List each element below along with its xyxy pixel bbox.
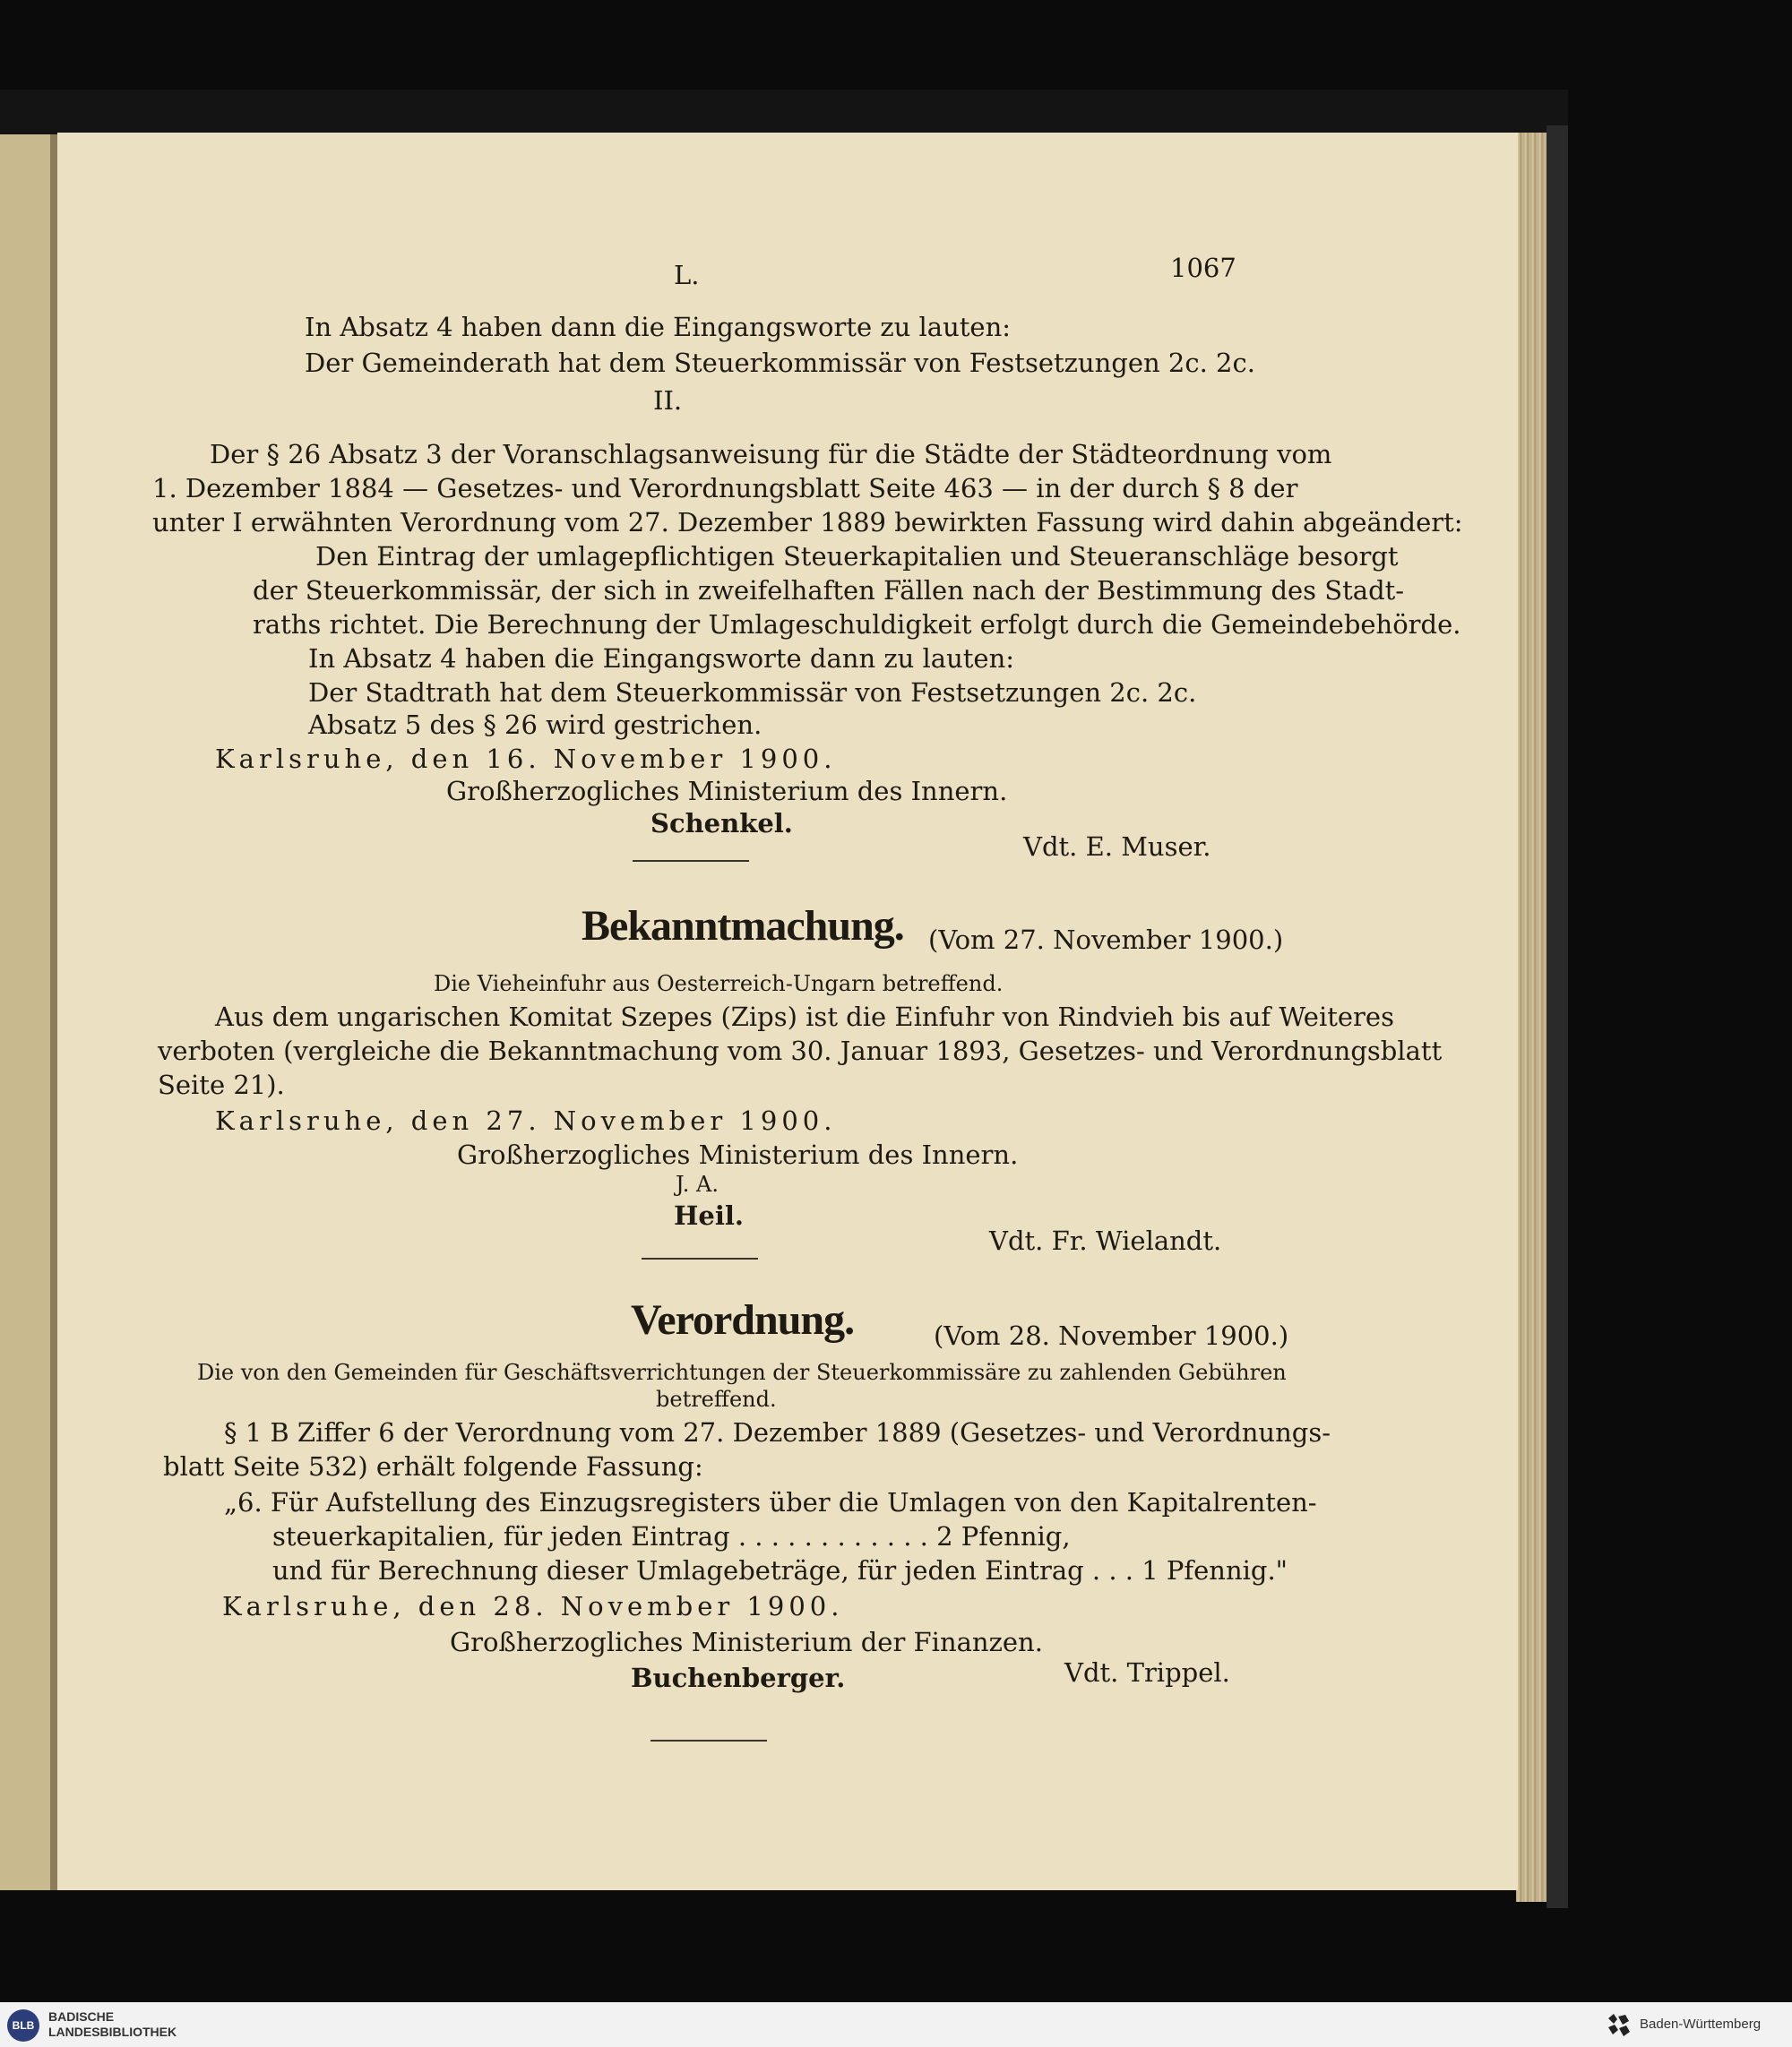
text-line: blatt Seite 532) erhält folgende Fassung:	[163, 1451, 703, 1482]
page-number: 1067	[1170, 253, 1236, 283]
page-stack-edges	[1516, 133, 1546, 1902]
text-line: Aus dem ungarischen Komitat Szepes (Zips) ist die Einfuhr von Rindvieh bis auf Weiteres	[215, 1002, 1394, 1032]
text-line: In Absatz 4 haben dann die Eingangsworte zu lauten:	[305, 312, 1012, 342]
scanned-page	[57, 133, 1518, 1890]
ia-note: J. A.	[676, 1172, 719, 1197]
signature: Schenkel.	[650, 808, 793, 839]
ministry: Großherzogliches Ministerium der Finanzen.	[450, 1627, 1043, 1657]
library-name-line: BADISCHE	[48, 2009, 115, 2024]
vidit: Vdt. E. Muser.	[1023, 831, 1211, 862]
text-line: Der Gemeinderath hat dem Steuerkommissär von Festsetzungen 2c. 2c.	[305, 348, 1255, 378]
text-line: § 1 B Ziffer 6 der Verordnung vom 27. Dezember 1889 (Gesetzes- und Verordnungs-	[224, 1417, 1331, 1448]
text-line: 1. Dezember 1884 — Gesetzes- und Verordnungsblatt Seite 463 — in der durch § 8 der	[152, 473, 1298, 503]
vidit: Vdt. Trippel.	[1064, 1657, 1230, 1688]
text-line: Absatz 5 des § 26 wird gestrichen.	[308, 710, 762, 740]
cover-edge	[1546, 125, 1568, 1908]
text-line: und für Berechnung dieser Umlagebeträge, für jeden Eintrag . . . 1 Pfennig."	[272, 1555, 1288, 1586]
ministry: Großherzogliches Ministerium des Innern.	[446, 776, 1008, 806]
signature: Heil.	[674, 1200, 744, 1231]
text-line: Der Stadtrath hat dem Steuerkommissär von Festsetzungen 2c. 2c.	[308, 677, 1197, 708]
section-date: (Vom 27. November 1900.)	[928, 925, 1284, 955]
ministry: Großherzogliches Ministerium des Innern.	[457, 1140, 1019, 1170]
divider	[650, 1740, 767, 1742]
text-line: Der § 26 Absatz 3 der Voranschlagsanweisung für die Städte der Städteordnung vom	[210, 439, 1332, 469]
left-page-edge	[0, 134, 54, 1890]
section-date: (Vom 28. November 1900.)	[934, 1320, 1289, 1351]
blb-logo-icon[interactable]: BLB	[7, 2009, 39, 2042]
signature: Buchenberger.	[631, 1663, 846, 1693]
section-heading: Verordnung.	[631, 1296, 855, 1344]
subject: betreffend.	[656, 1387, 777, 1412]
subject: Die Vieheinfuhr aus Oesterreich-Ungarn betreffend.	[434, 971, 1004, 996]
section-heading: Bekanntmachung.	[582, 902, 904, 950]
state-name[interactable]: Baden-Württemberg	[1640, 2017, 1762, 2032]
place-date: Karlsruhe, den 28. November 1900.	[222, 1591, 844, 1621]
text-line: raths richtet. Die Berechnung der Umlageschuldigkeit erfolgt durch die Gemeindebehörde.	[253, 609, 1461, 640]
section-number: L.	[674, 260, 700, 290]
text-line: „6. Für Aufstellung des Einzugsregisters über die Umlagen von den Kapitalrenten-	[224, 1487, 1317, 1518]
library-name-line: LANDESBIBLIOTHEK	[48, 2025, 177, 2039]
subject: Die von den Gemeinden für Geschäftsverrichtungen der Steuerkommissäre zu zahlenden Gebühren	[197, 1360, 1287, 1385]
text-line: steuerkapitalien, für jeden Eintrag . . . . . . . . . . . . 2 Pfennig,	[272, 1521, 1071, 1552]
text-line: Den Eintrag der umlagepflichtigen Steuerkapitalien und Steueranschläge besorgt	[315, 541, 1399, 572]
baden-wuerttemberg-lion-icon	[1606, 2011, 1633, 2040]
divider	[633, 860, 749, 862]
divider	[642, 1258, 758, 1260]
text-line: In Absatz 4 haben die Eingangsworte dann zu lauten:	[308, 643, 1015, 674]
text-line: der Steuerkommissär, der sich in zweifelhaften Fällen nach der Bestimmung des Stadt-	[253, 575, 1405, 606]
place-date: Karlsruhe, den 16. November 1900.	[215, 744, 837, 774]
text-line: verboten (vergleiche die Bekanntmachung vom 30. Januar 1893, Gesetzes- und Verordnungsblatt	[158, 1036, 1443, 1066]
text-line: Seite 21).	[158, 1070, 285, 1100]
text-line: unter I erwähnten Verordnung vom 27. Dezember 1889 bewirkten Fassung wird dahin abgeändert:	[152, 507, 1463, 538]
roman-heading: II.	[653, 385, 683, 416]
viewer-footer	[0, 2002, 1792, 2047]
library-name[interactable]	[48, 2009, 177, 2040]
place-date: Karlsruhe, den 27. November 1900.	[215, 1105, 837, 1136]
vidit: Vdt. Fr. Wielandt.	[989, 1226, 1222, 1256]
